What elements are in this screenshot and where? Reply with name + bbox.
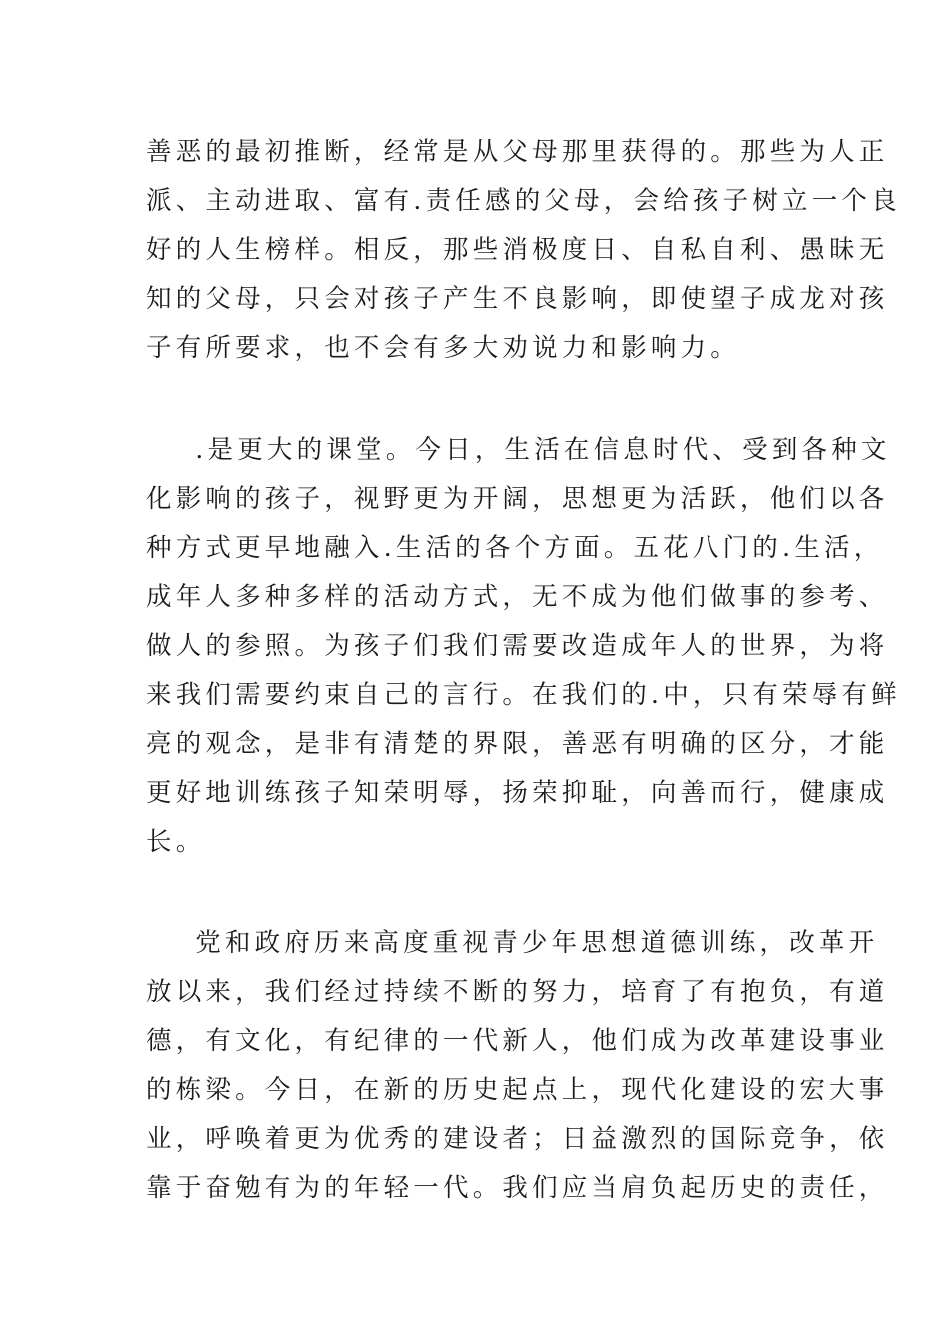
- paragraph-1: [146, 128, 901, 373]
- text-line: 靠于奋勉有为的年轻一代。我们应当肩负起历史的责任，: [146, 1173, 889, 1203]
- text-line: 业，呼唤着更为优秀的建设者；日益激烈的国际竞争，依: [146, 1124, 889, 1154]
- text-line: .是更大的课堂。今日，生活在信息时代、受到各种文: [146, 435, 891, 465]
- text-line: 好的人生榜样。相反，那些消极度日、自私自利、愚昧无: [146, 235, 889, 265]
- text-line: 德，有文化，有纪律的一代新人，他们成为改革建设事业: [146, 1026, 889, 1056]
- text-line: 更好地训练孩子知荣明辱，扬荣抑耻，向善而行，健康成: [146, 778, 889, 808]
- text-line: 党和政府历来高度重视青少年思想道德训练，改革开: [146, 928, 879, 958]
- text-line: 成年人多种多样的活动方式，无不成为他们做事的参考、: [146, 582, 889, 612]
- text-line: 的栋梁。今日，在新的历史起点上，现代化建设的宏大事: [146, 1075, 889, 1105]
- text-line: 亮的观念，是非有清楚的界限，善恶有明确的区分，才能: [146, 729, 889, 759]
- text-line: 放以来，我们经过持续不断的努力，培育了有抱负，有道: [146, 977, 889, 1007]
- text-line: 长。: [146, 827, 206, 857]
- text-line: 来我们需要约束自己的言行。在我们的.中，只有荣辱有鲜: [146, 680, 901, 710]
- text-line: 善恶的最初推断，经常是从父母那里获得的。那些为人正: [146, 137, 889, 167]
- text-line: 化影响的孩子，视野更为开阔，思想更为活跃，他们以各: [146, 484, 889, 514]
- text-line: 派、主动进取、富有.责任感的父母，会给孩子树立一个良: [146, 186, 901, 216]
- text-line: 做人的参照。为孩子们我们需要改造成年人的世界，为将: [146, 631, 889, 661]
- text-line: 知的父母，只会对孩子产生不良影响，即使望子成龙对孩: [146, 284, 889, 314]
- paragraph-3: [146, 919, 889, 1213]
- paragraph-2: [146, 426, 901, 867]
- text-line: 子有所要求，也不会有多大劝说力和影响力。: [146, 333, 741, 363]
- text-line: 种方式更早地融入.生活的各个方面。五花八门的.生活，: [146, 533, 884, 563]
